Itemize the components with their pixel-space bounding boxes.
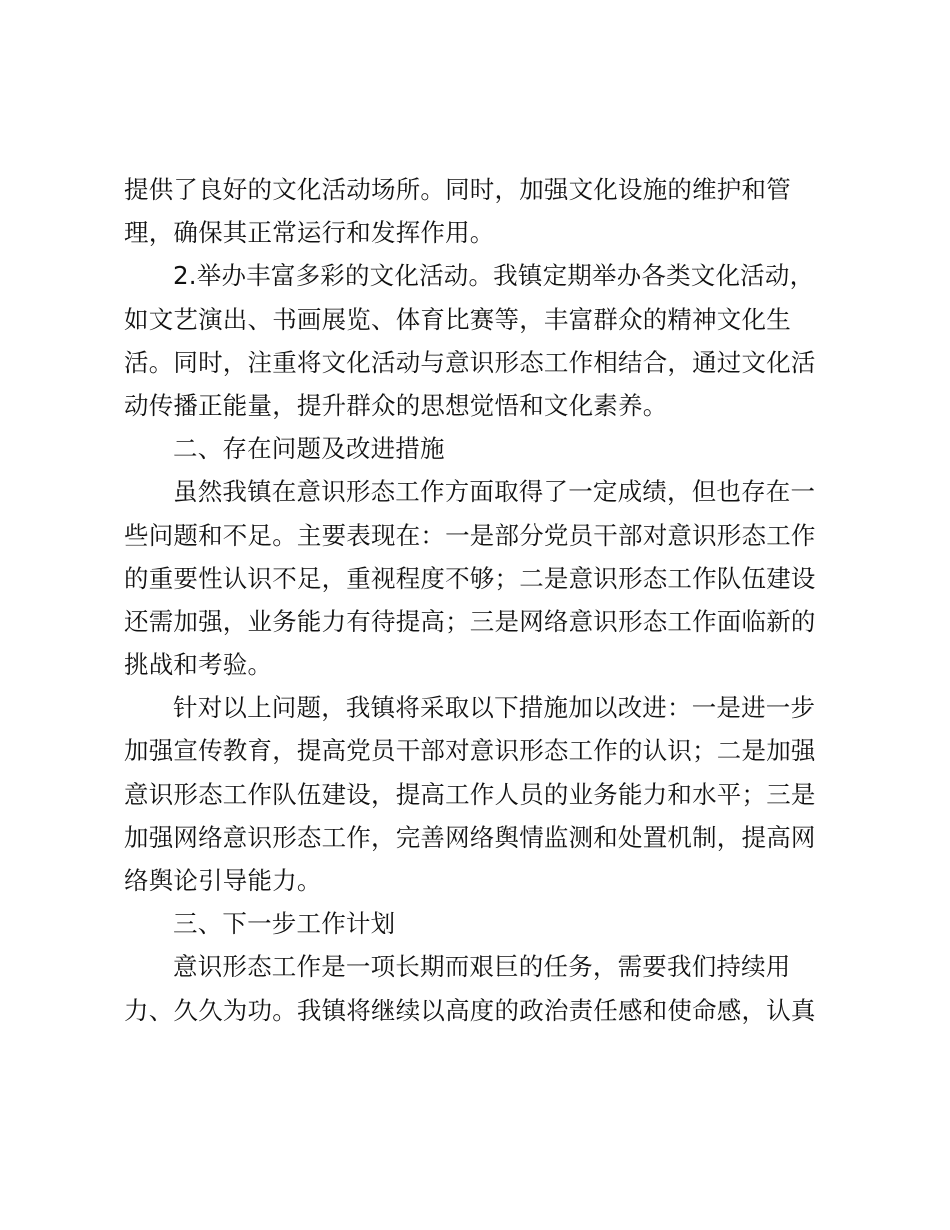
text-line: 针对以上问题，我镇将采取以下措施加以改进：一是进一步	[173, 693, 816, 723]
text-line: 意识形态工作队伍建设，提高工作人员的业务能力和水平；三是	[124, 779, 816, 809]
text-line: 动传播正能量，提升群众的思想觉悟和文化素养。	[124, 390, 668, 420]
text-line: 的重要性认识不足，重视程度不够；二是意识形态工作队伍建设	[124, 563, 816, 593]
list-item-heading: 2.举办丰富多彩的文化活动。我镇定期举办各类文化活动，	[173, 261, 815, 291]
text-line: 力、久久为功。我镇将继续以高度的政治责任感和使命感，认真	[124, 995, 816, 1025]
section-heading: 三、下一步工作计划	[173, 909, 396, 939]
text-line: 意识形态工作是一项长期而艰巨的任务，需要我们持续用	[173, 952, 791, 982]
text-line: 活。同时，注重将文化活动与意识形态工作相结合，通过文化活	[124, 347, 816, 377]
text-line: 提供了良好的文化活动场所。同时，加强文化设施的维护和管	[124, 175, 791, 204]
text-line: 加强网络意识形态工作，完善网络舆情监测和处置机制，提高网	[124, 822, 816, 852]
text-line: 如文艺演出、书画展览、体育比赛等，丰富群众的精神文化生	[124, 304, 791, 334]
text-line: 些问题和不足。主要表现在：一是部分党员干部对意识形态工作	[124, 520, 816, 550]
document-body	[124, 168, 824, 1032]
text-line: 虽然我镇在意识形态工作方面取得了一定成绩，但也存在一	[173, 477, 816, 507]
text-line: 挑战和考验。	[124, 650, 273, 680]
section-heading: 二、存在问题及改进措施	[173, 434, 445, 464]
text-line: 络舆论引导能力。	[124, 866, 322, 895]
text-line: 加强宣传教育，提高党员干部对意识形态工作的认识；二是加强	[124, 736, 816, 766]
text-line: 理，确保其正常运行和发挥作用。	[124, 218, 495, 248]
text-line: 还需加强，业务能力有待提高；三是网络意识形态工作面临新的	[124, 606, 816, 636]
